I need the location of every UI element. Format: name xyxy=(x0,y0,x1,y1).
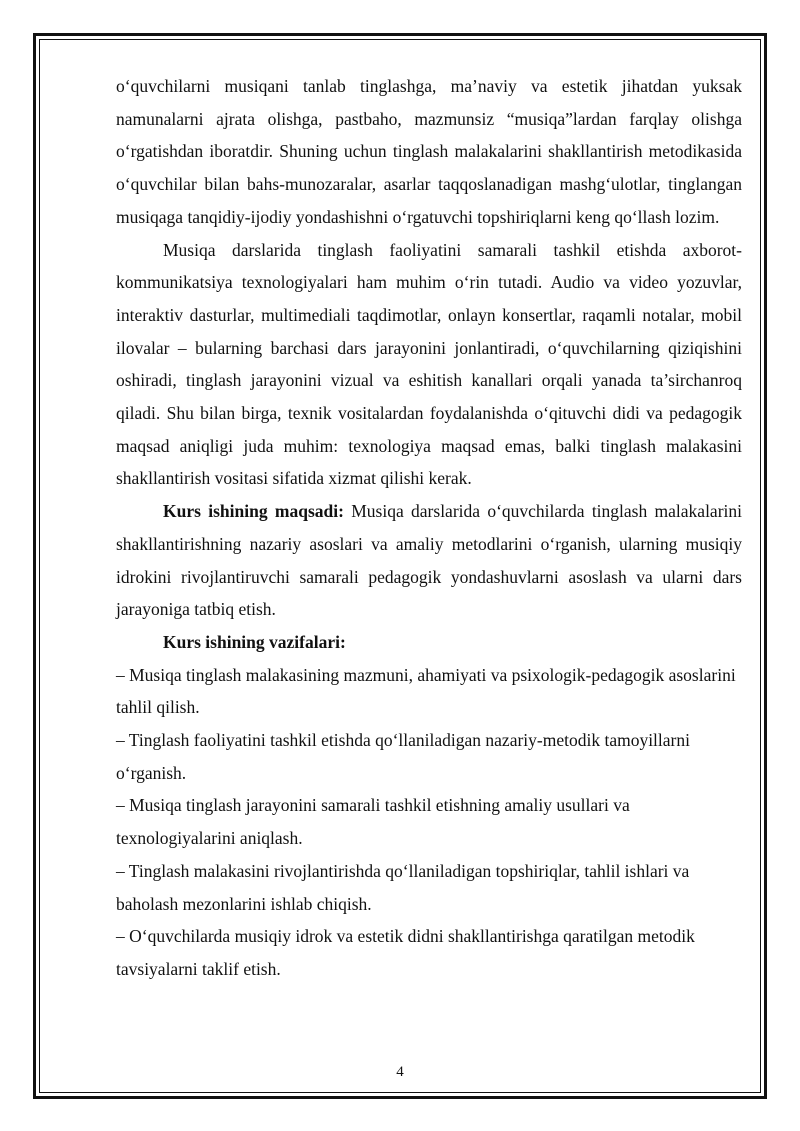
list-item: – Tinglash faoliyatini tashkil etishda qo‘llaniladigan nazariy-metodik tamoyillarni o‘rganish. xyxy=(116,730,690,783)
list-item: – Musiqa tinglash jarayonini samarali tashkil etishning amaliy usullari va texnologiyalarini aniqlash. xyxy=(116,795,630,849)
paragraph-goal xyxy=(116,495,742,626)
list-item: – Musiqa tinglash malakasining mazmuni, ahamiyati va psixologik-pedagogik asoslarini tahlil qilish. xyxy=(116,664,736,718)
goal-label: Kurs ishining maqsadi: xyxy=(163,501,344,522)
page-number: 4 xyxy=(396,1064,404,1080)
list-item: – O‘quvchilarda musiqiy idrok va estetik didni shakllantirishga qaratilgan metodik tavsiyalarni taklif etish. xyxy=(116,926,695,979)
list-item: – Tinglash malakasini rivojlantirishda qo‘llaniladigan topshiriqlar, tahlil ishlari va baholash mezonlarini ishlab chiqish. xyxy=(116,860,690,914)
goal-text: Musiqa darslarida o‘quvchilarda tinglash malakalarini shakllantirishning nazariy asoslari va amaliy metodlarini o‘rganish, ularning musiqiy idrokini rivojlantiruvchi samarali pedagogik yondashuvlarni asoslash va ularni dars jarayoniga tatbiq etish. xyxy=(116,501,742,620)
paragraph-intro-continuation: o‘quvchilarni musiqani tanlab tinglashga, ma’naviy va estetik jihatdan yuksak namunalarni ajrata olishga, pastbaho, mazmunsiz “musiqa”lardan farqlay olishga o‘rgatishdan iboratdir. Shuning uchun tinglash malakalarini shakllantirish metodikasida o‘quvchilar bilan bahs-munozaralar, asarlar taqqoslanadigan mashg‘ulotlar, tinglangan musiqaga tanqidiy-ijodiy yondashishni o‘rgatuvchi topshiriqlarni keng qo‘llash lozim. xyxy=(116,76,742,227)
tasks-heading: Kurs ishining vazifalari: xyxy=(163,631,346,652)
paragraph-ict: Musiqa darslarida tinglash faoliyatini samarali tashkil etishda axborot-kommunikatsiya texnologiyalari ham muhim o‘rin tutadi. Audio va video yozuvlar, interaktiv dasturlar, multimediali taqdimotlar, onlayn konsertlar, raqamli notalar, mobil ilovalar – bularning barchasi dars jarayonini jonlantiradi, o‘quvchilarning qiziqishini oshiradi, tinglash jarayonini vizual va eshitish kanallari orqali yanada ta’sirchanroq qiladi. Shu bilan birga, texnik vositalardan foydalanishda o‘qituvchi didi va pedagogik maqsad aniqligi juda muhim: texnologiya maqsad emas, balki tinglash malakasini shakllantirish vositasi sifatida xizmat qilishi kerak. xyxy=(116,239,742,489)
document-body xyxy=(116,70,742,986)
